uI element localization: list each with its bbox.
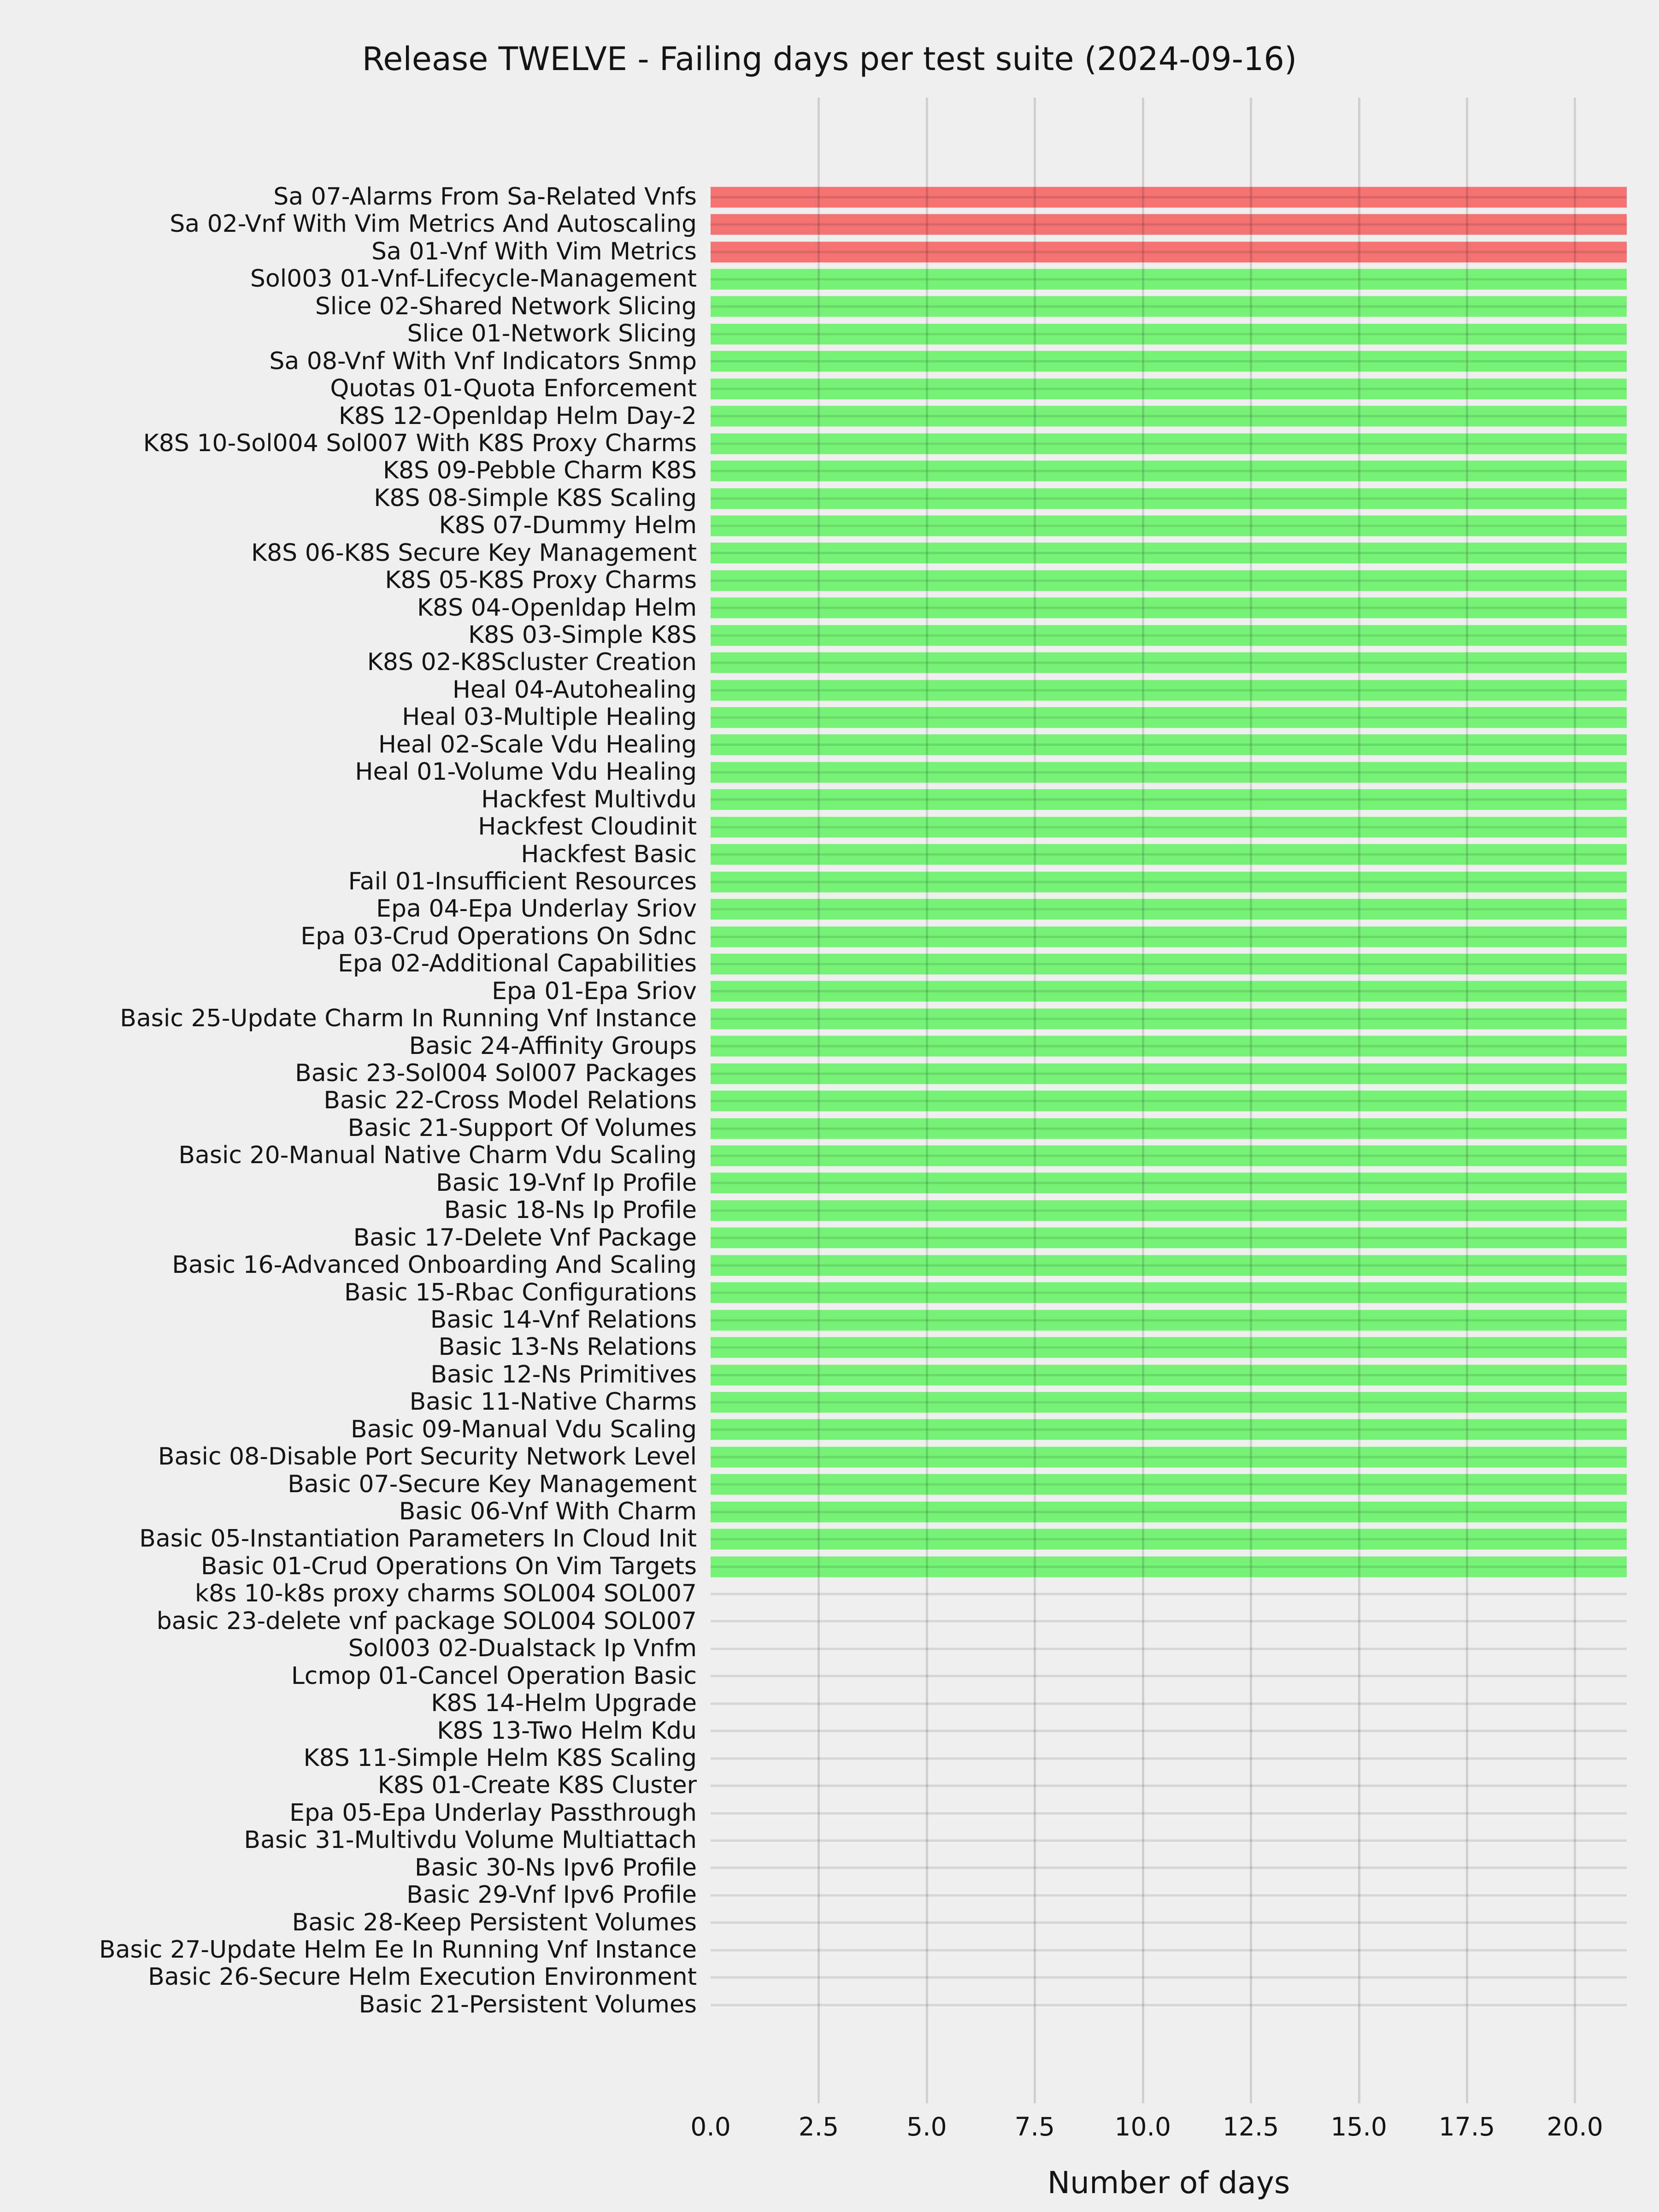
bar-row [0,1525,1659,1553]
y-axis-label: Basic 21-Persistent Volumes [359,1990,697,2018]
bar-track [711,841,1627,868]
horizontal-gridline [711,1511,1627,1513]
bar-track [711,265,1627,293]
horizontal-gridline [711,1702,1627,1705]
horizontal-gridline [711,826,1627,828]
bar-row [0,731,1659,759]
horizontal-gridline [711,1127,1627,1130]
bar-track [711,1718,1627,1745]
bar-row [0,786,1659,813]
horizontal-gridline [711,1319,1627,1321]
bar-track [711,786,1627,813]
bar-row [0,265,1659,293]
bar-row [0,594,1659,622]
horizontal-gridline [711,415,1627,418]
bar-track [711,704,1627,731]
bar-track [711,868,1627,895]
bar-track [711,759,1627,786]
horizontal-gridline [711,1730,1627,1732]
bar-row [0,1388,1659,1416]
bar-row [0,512,1659,539]
bar-track [711,1005,1627,1032]
bar-row [0,1553,1659,1580]
bar-row [0,540,1659,567]
y-axis-label: Basic 01-Crud Operations On Vim Targets [200,1552,697,1580]
bar-track [711,1170,1627,1197]
horizontal-gridline [711,1977,1627,1979]
bar-row [0,759,1659,786]
bar-track [711,540,1627,567]
y-axis-label: Fail 01-Insufficient Resources [348,867,697,895]
y-axis-label: Basic 11-Native Charms [409,1388,697,1416]
y-axis-label: Epa 01-Epa Sriov [492,977,697,1005]
bar-track [711,923,1627,950]
x-tick-label: 20.0 [1547,2112,1603,2141]
bar-row [0,1991,1659,2018]
horizontal-gridline [711,1045,1627,1047]
bar-track [711,1115,1627,1142]
horizontal-gridline [711,442,1627,445]
bar-track [711,677,1627,704]
y-axis-label: Basic 25-Update Charm In Running Vnf Instance [120,1005,697,1033]
bar-track [711,1416,1627,1443]
y-axis-label: Basic 24-Affinity Groups [409,1032,697,1060]
bar-track [711,183,1627,211]
y-axis-label: Basic 06-Vnf With Charm [399,1498,697,1525]
y-axis-label: K8S 07-Dummy Helm [439,512,697,540]
bar-track [711,1525,1627,1553]
bar-row [0,1608,1659,1635]
bar-track [711,1087,1627,1114]
y-axis-label: K8S 14-Helm Upgrade [431,1689,697,1718]
bar-track [711,512,1627,539]
horizontal-gridline [711,1894,1627,1896]
horizontal-gridline [711,1182,1627,1184]
horizontal-gridline [711,1812,1627,1814]
bar-track [711,375,1627,402]
bar-row [0,1142,1659,1169]
y-axis-label: Epa 05-Epa Underlay Passthrough [289,1799,697,1827]
y-axis-label: K8S 08-Simple K8S Scaling [374,484,697,512]
y-axis-label: K8S 09-Pebble Charm K8S [382,457,697,485]
bar-row [0,868,1659,895]
y-axis-label: Basic 27-Update Helm Ee In Running Vnf Instance [99,1936,697,1964]
bar-track [711,1443,1627,1471]
horizontal-gridline [711,799,1627,801]
bar-track [711,1142,1627,1169]
bar-row [0,320,1659,347]
bar-track [711,403,1627,430]
horizontal-gridline [711,1072,1627,1075]
horizontal-gridline [711,497,1627,500]
bar-row [0,348,1659,375]
horizontal-gridline [711,662,1627,664]
bar-row [0,1060,1659,1087]
bar-track [711,1388,1627,1416]
bar-track [711,1361,1627,1388]
horizontal-gridline [711,524,1627,527]
bar-track [711,895,1627,923]
horizontal-gridline [711,990,1627,993]
horizontal-gridline [711,1839,1627,1841]
horizontal-gridline [711,1374,1627,1376]
bar-row [0,950,1659,977]
horizontal-gridline [711,1483,1627,1486]
y-axis-label: K8S 06-K8S Secure Key Management [251,539,697,567]
bar-row [0,375,1659,402]
bar-track [711,348,1627,375]
x-tick-label: 0.0 [690,2112,731,2141]
x-tick-label: 15.0 [1330,2112,1387,2141]
bar-track [711,1827,1627,1854]
horizontal-gridline [711,1675,1627,1677]
bar-row [0,1882,1659,1909]
y-axis-label: Basic 31-Multivdu Volume Multiattach [244,1826,697,1854]
bar-row [0,567,1659,594]
y-axis-label: K8S 03-Simple K8S [468,621,697,649]
bar-row [0,649,1659,676]
bar-row [0,1936,1659,1964]
horizontal-gridline [711,1538,1627,1541]
bar-row [0,1033,1659,1060]
horizontal-gridline [711,634,1627,636]
bar-row [0,1115,1659,1142]
horizontal-gridline [711,1347,1627,1349]
bar-row [0,1827,1659,1854]
horizontal-gridline [711,1155,1627,1157]
x-tick-label: 17.5 [1438,2112,1495,2141]
y-axis-label: Basic 21-Support Of Volumes [347,1114,697,1142]
y-axis-label: Sa 01-Vnf With Vim Metrics [371,237,697,265]
y-axis-label: K8S 05-K8S Proxy Charms [385,566,697,594]
horizontal-gridline [711,333,1627,335]
bar-track [711,1306,1627,1334]
bar-row [0,1087,1659,1114]
bar-row [0,1443,1659,1471]
horizontal-gridline [711,1264,1627,1266]
y-axis-label: Basic 05-Instantiation Parameters In Cloud Init [139,1525,697,1553]
horizontal-gridline [711,1757,1627,1759]
x-tick-label: 7.5 [1014,2112,1055,2141]
bar-track [711,1471,1627,1498]
bar-row [0,403,1659,430]
x-axis-ticks [690,2111,1627,2143]
bar-track [711,1279,1627,1306]
y-axis-label: Basic 17-Delete Vnf Package [353,1224,697,1252]
bar-track [711,1800,1627,1827]
bar-row [0,677,1659,704]
y-axis-label: K8S 10-Sol004 Sol007 With K8S Proxy Charms [143,429,697,457]
bar-row [0,183,1659,211]
bar-row [0,238,1659,265]
horizontal-gridline [711,1237,1627,1239]
bar-track [711,1197,1627,1224]
bar-row [0,978,1659,1005]
y-axis-label: Epa 04-Epa Underlay Sriov [376,895,697,923]
horizontal-gridline [711,1867,1627,1869]
bar-track [711,1033,1627,1060]
bar-rows [0,183,1659,2018]
y-axis-label: Basic 18-Ns Ip Profile [444,1196,697,1224]
horizontal-gridline [711,771,1627,773]
bar-row [0,211,1659,238]
bar-track [711,649,1627,676]
bar-row [0,1854,1659,1882]
bar-track [711,1882,1627,1909]
bar-track [711,622,1627,649]
bar-track [711,978,1627,1005]
horizontal-gridline [711,552,1627,554]
horizontal-gridline [711,689,1627,691]
bar-track [711,293,1627,320]
horizontal-gridline [711,1401,1627,1403]
bar-row [0,1224,1659,1252]
horizontal-gridline [711,881,1627,883]
horizontal-gridline [711,579,1627,582]
bar-row [0,1580,1659,1607]
y-axis-label: Sol003 01-Vnf-Lifecycle-Management [250,265,697,293]
bar-row [0,704,1659,731]
bar-track [711,1334,1627,1361]
bar-row [0,813,1659,841]
y-axis-label: Sol003 02-Dualstack Ip Vnfm [348,1635,697,1663]
y-axis-label: K8S 01-Create K8S Cluster [377,1771,697,1800]
horizontal-gridline [711,1209,1627,1212]
bar-track [711,1224,1627,1252]
bar-track [711,594,1627,622]
bar-row [0,1909,1659,1936]
bar-track [711,1635,1627,1662]
bar-row [0,1745,1659,1772]
bar-row [0,1170,1659,1197]
bar-row [0,1718,1659,1745]
x-tick-label: 12.5 [1222,2112,1279,2141]
horizontal-gridline [711,1429,1627,1431]
bar-row [0,1690,1659,1717]
bar-row [0,1635,1659,1662]
y-axis-label: Basic 07-Secure Key Management [288,1470,697,1498]
y-axis-label: Basic 13-Ns Relations [438,1333,697,1361]
bar-row [0,457,1659,484]
bar-row [0,1279,1659,1306]
bar-track [711,1060,1627,1087]
bar-row [0,1964,1659,1991]
y-axis-label: Basic 28-Keep Persistent Volumes [292,1908,697,1936]
x-tick-label: 10.0 [1114,2112,1171,2141]
y-axis-label: Basic 14-Vnf Relations [430,1306,697,1334]
horizontal-gridline [711,470,1627,472]
bar-track [711,950,1627,977]
y-axis-label: Basic 22-Cross Model Relations [324,1087,697,1115]
y-axis-label: Slice 01-Network Slicing [407,320,697,348]
horizontal-gridline [711,1565,1627,1568]
bar-row [0,1361,1659,1388]
horizontal-gridline [711,251,1627,253]
bar-row [0,485,1659,512]
horizontal-gridline [711,1100,1627,1102]
bar-row [0,1471,1659,1498]
horizontal-gridline [711,1018,1627,1020]
y-axis-label: Heal 01-Volume Vdu Healing [355,758,697,786]
bar-row [0,1772,1659,1799]
y-axis-label: Hackfest Cloudinit [478,813,697,841]
horizontal-gridline [711,908,1627,911]
bar-row [0,622,1659,649]
y-axis-label: Basic 16-Advanced Onboarding And Scaling [172,1251,697,1279]
y-axis-label: Basic 12-Ns Primitives [430,1360,697,1388]
bar-track [711,1580,1627,1607]
horizontal-gridline [711,1949,1627,1951]
bar-track [711,238,1627,265]
y-axis-label: Sa 07-Alarms From Sa-Related Vnfs [273,183,697,211]
horizontal-gridline [711,744,1627,746]
bar-row [0,1306,1659,1334]
y-axis-label: Basic 30-Ns Ipv6 Profile [414,1853,697,1882]
y-axis-label: Epa 02-Additional Capabilities [338,950,697,978]
y-axis-label: K8S 13-Two Helm Kdu [437,1717,697,1745]
y-axis-label: Basic 29-Vnf Ipv6 Profile [406,1881,697,1909]
bar-row [0,1197,1659,1224]
bar-row [0,1334,1659,1361]
horizontal-gridline [711,963,1627,965]
y-axis-label: Basic 23-Sol004 Sol007 Packages [295,1059,697,1087]
bar-row [0,841,1659,868]
bar-track [711,1252,1627,1279]
y-axis-label: Heal 04-Autohealing [452,676,697,704]
y-axis-label: K8S 02-K8Scluster Creation [367,648,697,677]
bar-track [711,1608,1627,1635]
bar-track [711,1772,1627,1799]
y-axis-label: Hackfest Multivdu [481,785,697,813]
y-axis-label: Hackfest Basic [521,840,697,868]
horizontal-gridline [711,1922,1627,1924]
horizontal-gridline [711,853,1627,856]
horizontal-gridline [711,360,1627,363]
bar-row [0,1005,1659,1032]
horizontal-gridline [711,1785,1627,1787]
bar-track [711,211,1627,238]
bar-row [0,1252,1659,1279]
x-tick-label: 5.0 [906,2112,947,2141]
horizontal-gridline [711,388,1627,390]
y-axis-label: K8S 12-Openldap Helm Day-2 [338,402,697,430]
bar-track [711,731,1627,759]
bar-row [0,1800,1659,1827]
horizontal-gridline [711,1456,1627,1458]
bar-row [0,923,1659,950]
bar-track [711,320,1627,347]
y-axis-label: Basic 26-Secure Helm Execution Environment [148,1963,697,1991]
bar-track [711,1745,1627,1772]
y-axis-label: Sa 08-Vnf With Vnf Indicators Snmp [269,347,697,375]
horizontal-gridline [711,224,1627,226]
bar-track [711,1936,1627,1964]
horizontal-gridline [711,2004,1627,2006]
y-axis-label: Heal 03-Multiple Healing [402,703,697,731]
bar-track [711,485,1627,512]
horizontal-gridline [711,306,1627,308]
bar-row [0,895,1659,923]
y-axis-label: Basic 15-Rbac Configurations [344,1278,697,1306]
horizontal-gridline [711,1593,1627,1595]
y-axis-label: basic 23-delete vnf package SOL004 SOL007 [156,1607,697,1635]
x-tick-label: 2.5 [798,2112,839,2141]
y-axis-label: k8s 10-k8s proxy charms SOL004 SOL007 [194,1580,697,1608]
bar-track [711,567,1627,594]
y-axis-label: Heal 02-Scale Vdu Healing [378,730,697,759]
bar-track [711,430,1627,457]
bar-row [0,1663,1659,1690]
bar-row [0,1498,1659,1525]
bar-track [711,1663,1627,1690]
y-axis-label: Quotas 01-Quota Enforcement [330,375,697,403]
y-axis-label: Basic 09-Manual Vdu Scaling [350,1415,697,1443]
bar-track [711,813,1627,841]
y-axis-label: K8S 04-Openldap Helm [417,594,697,622]
bar-track [711,1909,1627,1936]
bar-track [711,1854,1627,1882]
horizontal-gridline [711,1292,1627,1294]
bar-track [711,1991,1627,2018]
horizontal-gridline [711,196,1627,198]
bar-track [711,457,1627,484]
chart-title: Release TWELVE - Failing days per test suite (2024-09-16) [362,40,1297,78]
horizontal-gridline [711,607,1627,609]
bar-row [0,1416,1659,1443]
y-axis-label: Epa 03-Crud Operations On Sdnc [300,922,697,950]
y-axis-label: Basic 08-Disable Port Security Network Level [158,1443,697,1471]
bar-track [711,1690,1627,1717]
horizontal-gridline [711,935,1627,938]
y-axis-label: Basic 20-Manual Native Charm Vdu Scaling [178,1141,697,1170]
bar-track [711,1498,1627,1525]
bar-track [711,1964,1627,1991]
y-axis-label: Basic 19-Vnf Ip Profile [435,1169,697,1197]
horizontal-gridline [711,1620,1627,1623]
horizontal-gridline [711,717,1627,719]
bar-row [0,293,1659,320]
horizontal-gridline [711,1647,1627,1650]
bar-track [711,1553,1627,1580]
x-axis-title: Number of days [1047,2165,1290,2200]
y-axis-label: Sa 02-Vnf With Vim Metrics And Autoscaling [170,210,697,238]
y-axis-label: Slice 02-Shared Network Slicing [315,292,697,320]
bar-row [0,430,1659,457]
y-axis-label: Lcmop 01-Cancel Operation Basic [291,1662,697,1690]
y-axis-label: K8S 11-Simple Helm K8S Scaling [303,1744,697,1772]
horizontal-gridline [711,278,1627,281]
